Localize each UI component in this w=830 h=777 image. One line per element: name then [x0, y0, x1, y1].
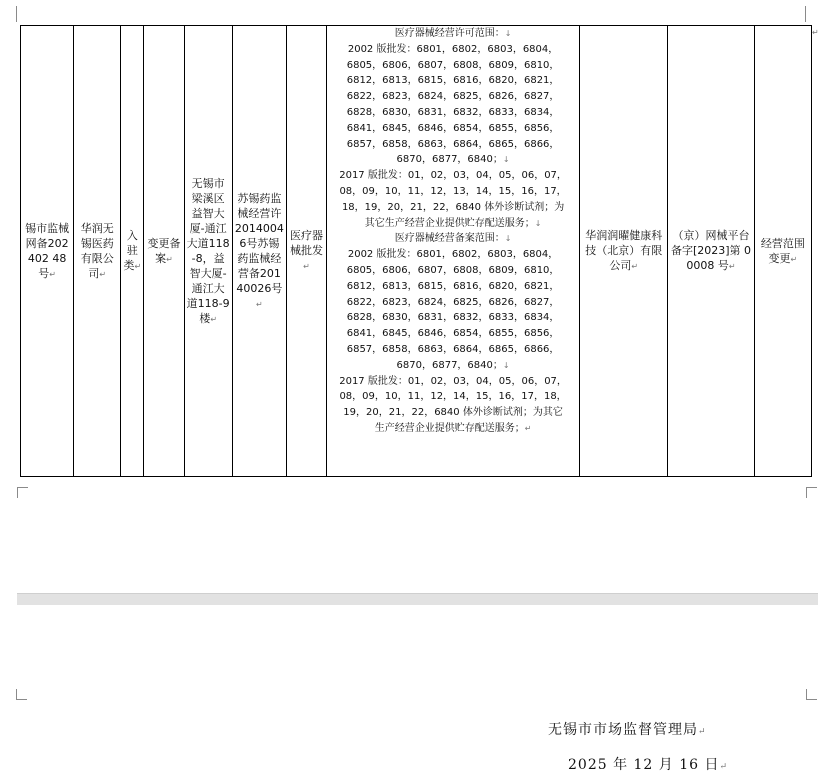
scope-line: 6828，6830，6831，6832，6833，6834，	[346, 106, 560, 118]
scope-line: 医疗器械经营许可范围：↓	[394, 28, 512, 39]
scope-line: 6841，6845，6846，6854，6855，6856，	[346, 122, 560, 134]
scope-line: 6841，6845，6846，6854，6855，6856，	[346, 328, 560, 340]
platform-record-cell: （京）网械平台备字[2023]第 00008 号↵	[668, 26, 754, 477]
row-end-mark: ↵	[812, 28, 819, 37]
issue-date: 2025 年 12 月 16 日↵	[568, 757, 728, 773]
crop-mark-top-left	[16, 6, 27, 22]
table-row	[21, 26, 812, 477]
scope-line: 医疗器械经营备案范围：↓	[394, 233, 512, 245]
scope-line: 6812，6813，6815，6816，6820，6821，	[346, 75, 560, 87]
license-cell: 苏锡药监械经营许20140046号苏锡药监械经营备20140026号↵	[232, 26, 286, 477]
change-type-cell: 经营范围变更↵	[754, 26, 811, 477]
crop-mark-bottom-left	[17, 487, 28, 498]
document-page-2	[0, 605, 830, 777]
crop-mark-top-left	[16, 689, 27, 700]
scope-line: 6822，6823，6824，6825，6826，6827，	[346, 91, 560, 103]
scope-line: 18，19，20，21，22，6840 体外诊断试剂；为	[341, 201, 565, 213]
scope-line: 2002 版批发：6801，6802，6803，6804，	[347, 43, 559, 55]
issuing-authority: 无锡市市场监督管理局↵	[548, 722, 706, 738]
crop-mark-bottom-right	[806, 487, 817, 498]
crop-mark-top-right	[805, 6, 816, 22]
scope-line: 其它生产经营企业提供贮存配送服务；↓	[364, 217, 542, 229]
address-cell: 无锡市梁溪区益智大厦-通江大道118-8，益智大厦-通江大道118-9楼↵	[184, 26, 232, 477]
platform-company-cell: 华润润曜健康科技（北京）有限公司↵	[580, 26, 668, 477]
action-cell: 变更备案↵	[144, 26, 184, 477]
scope-line: 2017 版批发：01，02，03，04，05，06，07，	[339, 170, 567, 182]
approval-cell: 医疗器械批发↵	[286, 26, 326, 477]
business-scope-cell	[327, 26, 580, 477]
scope-line: 6805，6806，6807，6808，6809，6810，	[346, 59, 560, 71]
record-number-cell: 锡市监械网备202402 48 号↵	[21, 26, 74, 477]
company-cell: 华润无锡医药有限公司↵	[74, 26, 121, 477]
scope-line: 6812，6813，6815，6816，6820，6821，	[346, 280, 560, 292]
scope-line: 6805，6806，6807，6808，6809，6810，	[346, 264, 560, 276]
scope-line: 2002 版批发：6801，6802，6803，6804，	[347, 249, 559, 261]
scope-line: 生产经营企业提供贮存配送服务；↵	[374, 422, 532, 434]
scope-line: 6870，6877，6840；↓	[396, 154, 510, 166]
scope-line: 08，09，10，11，12，14，15，16，17，18，	[339, 391, 567, 403]
scope-line: 2017 版批发：01，02，03，04，05，06，07，	[339, 375, 567, 387]
scope-line: 6857，6858，6863，6864，6865，6866，	[346, 138, 560, 150]
crop-mark-top-right	[806, 689, 817, 700]
category-cell: 入驻类↵	[121, 26, 144, 477]
record-table	[20, 25, 812, 477]
scope-line: 6857，6858，6863，6864，6865，6866，	[346, 343, 560, 355]
scope-line: 08，09，10，11，12，13，14，15，16，17，	[339, 185, 567, 197]
scope-line: 6870，6877，6840；↓	[396, 359, 510, 371]
scope-line: 6822，6823，6824，6825，6826，6827，	[346, 296, 560, 308]
scope-line: 6828，6830，6831，6832，6833，6834，	[346, 312, 560, 324]
scope-line: 19，20，21，22，6840 体外诊断试剂；为其它	[343, 407, 563, 419]
